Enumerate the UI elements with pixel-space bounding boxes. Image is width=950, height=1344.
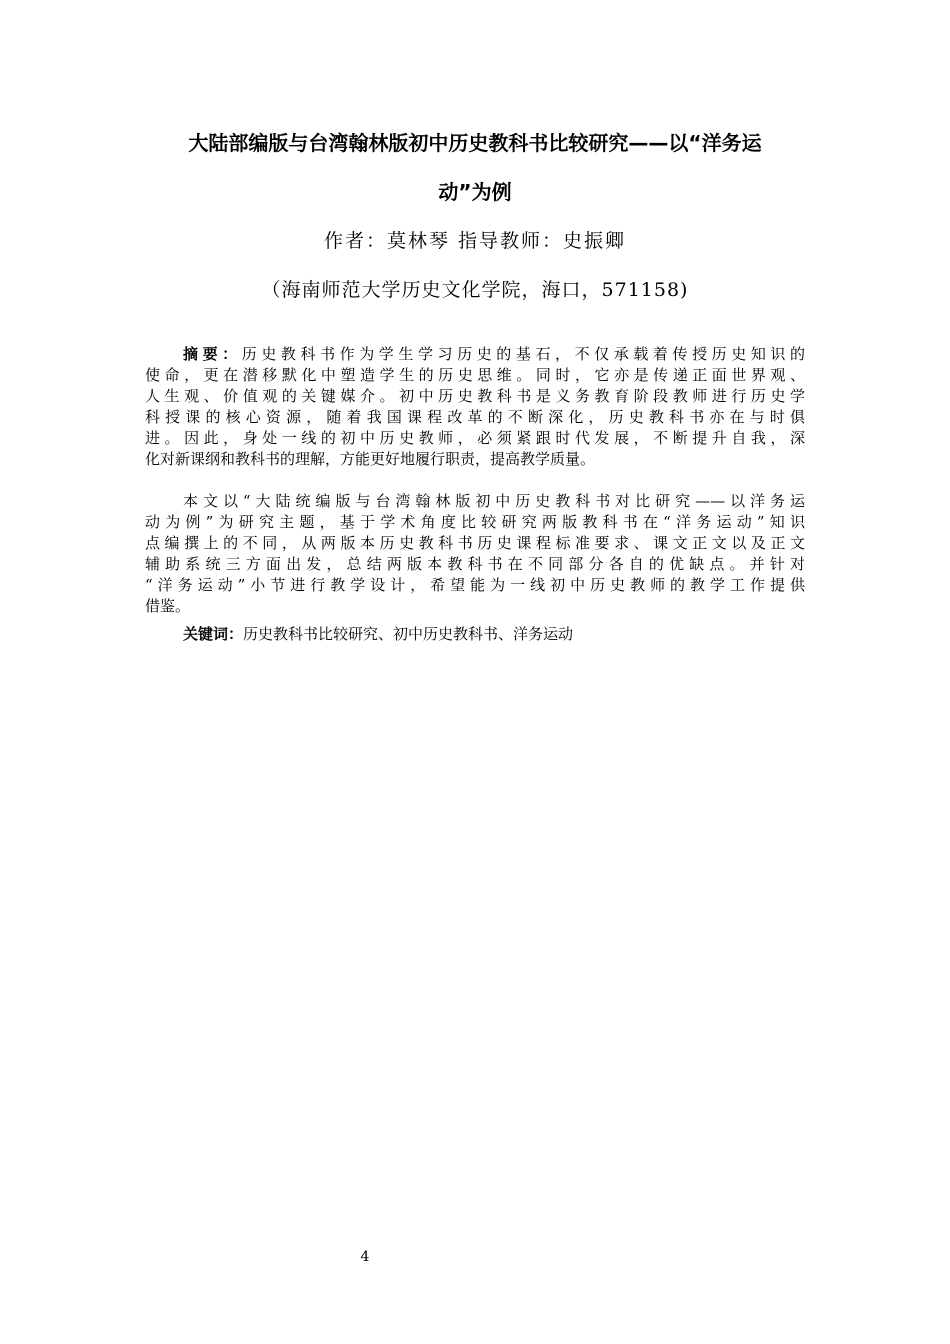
page-number: 4 — [360, 1249, 370, 1265]
abstract-line: 进。因此，身处一线的初中历史教师，必须紧跟时代发展，不断提升自我，深 — [145, 429, 805, 447]
abstract-paragraph — [145, 344, 805, 470]
summary-line: 辅助系统三方面出发，总结两版本教科书在不同部分各自的优缺点。并针对 — [145, 555, 805, 573]
paper-title-line-1: 大陆部编版与台湾翰林版初中历史教科书比较研究——以“洋务运 — [188, 131, 762, 155]
keywords-paragraph — [145, 624, 805, 645]
abstract-line — [145, 344, 805, 365]
keywords-line — [145, 624, 805, 645]
keywords-text: 历史教科书比较研究、初中历史教科书、洋务运动 — [243, 625, 574, 643]
author-line: 作者：莫林琴 指导教师：史振卿 — [323, 230, 627, 252]
paper-title-line-2: 动”为例 — [438, 180, 512, 204]
affiliation-line: （海南师范大学历史文化学院，海口，571158) — [261, 279, 689, 301]
summary-line: 本文以“大陆统编版与台湾翰林版初中历史教科书对比研究——以洋务运 — [183, 492, 805, 510]
keywords-label: 关键词： — [183, 625, 244, 643]
abstract-line: 使命，更在潜移默化中塑造学生的历史思维。同时，它亦是传递正面世界观、 — [145, 366, 805, 384]
abstract-line: 人生观、价值观的关键媒介。初中历史教科书是义务教育阶段教师进行历史学 — [145, 387, 805, 405]
abstract-line: 科授课的核心资源，随着我国课程改革的不断深化，历史教科书亦在与时俱 — [145, 408, 805, 426]
abstract-line: 化对新课纲和教科书的理解，方能更好地履行职责，提高教学质量。 — [145, 450, 596, 468]
summary-line: 借鉴。 — [145, 597, 191, 615]
summary-line: “洋务运动”小节进行教学设计，希望能为一线初中历史教师的教学工作提供 — [145, 576, 805, 594]
abstract-label: 摘要： — [183, 345, 242, 363]
abstract-text: 历史教科书作为学生学习历史的基石，不仅承载着传授历史知识的 — [241, 345, 805, 363]
summary-line: 点编撰上的不同，从两版本历史教科书历史课程标准要求、课文正文以及正文 — [145, 534, 805, 552]
summary-line: 动为例”为研究主题，基于学术角度比较研究两版教科书在“洋务运动”知识 — [145, 513, 805, 531]
research-summary-paragraph — [145, 491, 805, 617]
